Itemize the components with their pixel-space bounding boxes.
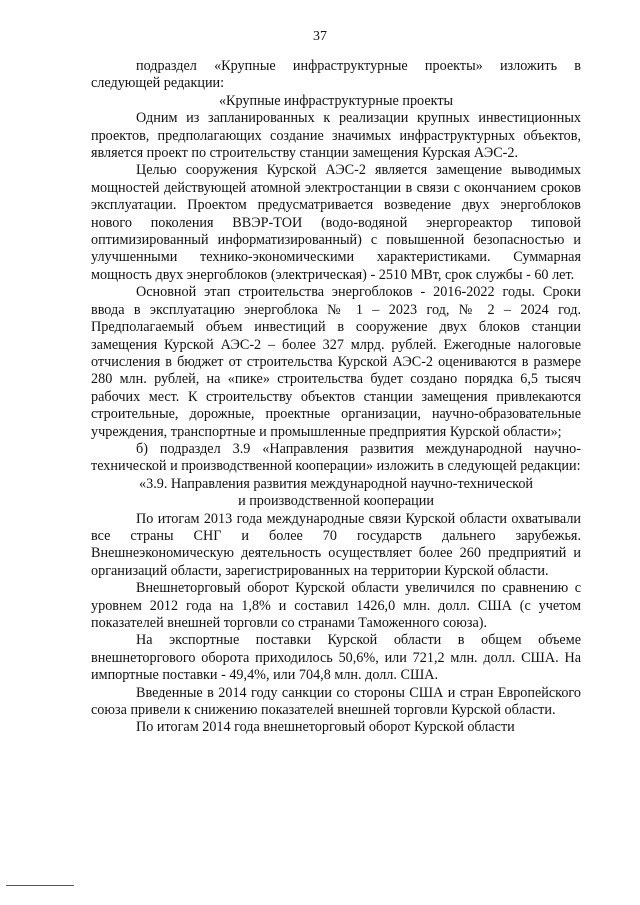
document-body	[91, 58, 581, 737]
paragraph-subsection-3-9: б) подраздел 3.9 «Направления развития международной научно-технической и производственной кооперации» изложить в следующей редакции:	[91, 440, 581, 475]
page-number: 37	[313, 29, 327, 44]
section-heading-cooperation	[91, 476, 581, 511]
heading-line-1: «3.9. Направления развития международной научно-технической	[139, 475, 533, 492]
paragraph-projects: Одним из запланированных к реализации крупных инвестиционных проектов, предполагающих создание значимых инфраструктурных объектов, является проект по строительству станции замещения Курская АЭС-2.	[91, 110, 581, 162]
paragraph-aes2-goal: Целью сооружения Курской АЭС-2 является замещение выводимых мощностей действующей атомной электростанции в связи с окончанием сроков эксплуатации. Проектом предусматривается возведение двух энергоблоков нового поколения ВВЭР-ТОИ (водо-водяной энергореактор типовой оптимизированный информатизированный) с повышенной безопасностью и улучшенными технико-экономическими характеристиками. Суммарная мощность двух энергоблоков (электрическая) - 2510 МВт, срок службы - 60 лет.	[91, 162, 581, 283]
paragraph-trade-turnover: Внешнеторговый оборот Курской области увеличился по сравнению с уровнем 2012 года на 1,8% и составил 1426,0 млн. долл. США (с учетом показателей внешней торговли со странами Таможенного союза).	[91, 580, 581, 631]
paragraph-export-import: На экспортные поставки Курской области в общем объеме внешнеторгового оборота приходилось 50,6%, или 721,2 млн. долл. США. На импортные поставки - 49,4%, или 704,8 млн. долл. США.	[91, 632, 581, 684]
section-heading-infrastructure: «Крупные инфраструктурные проекты	[218, 92, 454, 109]
heading-line-2: и производственной кооперации	[238, 493, 434, 510]
paragraph-construction-stage: Основной этап строительства энергоблоков - 2016-2022 годы. Сроки ввода в эксплуатацию энергоблока № 1 – 2023 год, № 2 – 2024 год. Предполагаемый объем инвестиций в сооружение двух блоков станции замещения Курской АЭС-2 – более 327 млрд. рублей. Ежегодные налоговые отчисления в бюджет от строительства Курской АЭС-2 оцениваются в размере 280 млн. рублей, на «пике» строительства будет создано порядка 6,5 тысяч рабочих мест. К строительству объектов станции замещения привлекаются строительные, дорожные, проектные организации, научно-образовательные учреждения, транспортные и промышленные предприятия Курской области»;	[91, 284, 581, 440]
paragraph-sanctions: Введенные в 2014 году санкции со стороны США и стран Европейского союза привели к снижению показателей внешней торговли Курской области.	[91, 684, 581, 719]
footer-divider	[6, 885, 74, 886]
paragraph-intro: подраздел «Крупные инфраструктурные проекты» изложить в следующей редакции:	[91, 58, 581, 92]
paragraph-2013-results: По итогам 2013 года международные связи Курской области охватывали все страны СНГ и более 70 государств дальнего зарубежья. Внешнеэкономическую деятельность осуществляет более 260 предприятий и организаций области, зарегистрированных на территории Курской области.	[91, 510, 581, 579]
paragraph-2014-results: По итогам 2014 года внешнеторговый оборот Курской области	[136, 719, 515, 736]
